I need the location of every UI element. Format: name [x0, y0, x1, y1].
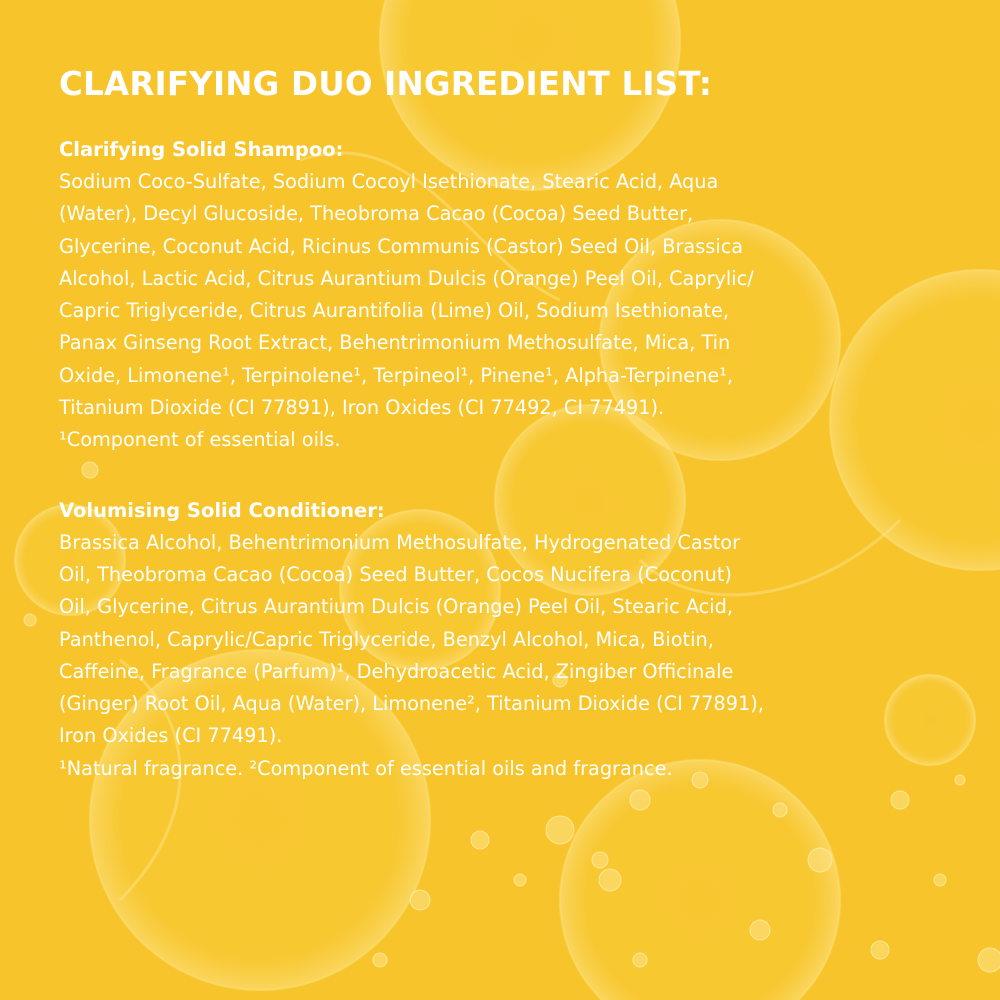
- ingredient-list: [59, 64, 959, 823]
- ingredients-text: [59, 166, 959, 424]
- section-heading: Volumising Solid Conditioner:: [59, 498, 385, 522]
- ingredient-line: Capric Triglyceride, Citrus Aurantifolia (Lime) Oil, Sodium Isethionate,: [59, 299, 730, 323]
- ingredient-line: Panax Ginseng Root Extract, Behentrimonium Methosulfate, Mica, Tin: [59, 331, 731, 355]
- ingredient-line: Panthenol, Caprylic/Capric Triglyceride, Benzyl Alcohol, Mica, Biotin,: [59, 627, 714, 651]
- footnote: ¹Natural fragrance. ²Component of essential oils and fragrance.: [59, 756, 673, 780]
- ingredient-line: Iron Oxides (CI 77491).: [59, 724, 283, 748]
- ingredient-line: Glycerine, Coconut Acid, Ricinus Communis (Castor) Seed Oil, Brassica: [59, 234, 744, 258]
- ingredient-line: Oxide, Limonene¹, Terpinolene¹, Terpineol¹, Pinene¹, Alpha-Terpinene¹,: [59, 363, 734, 387]
- ingredient-line: (Ginger) Root Oil, Aqua (Water), Limonene², Titanium Dioxide (CI 77891),: [59, 692, 764, 716]
- page-title: CLARIFYING DUO INGREDIENT LIST:: [59, 65, 713, 103]
- footnote: ¹Component of essential oils.: [59, 428, 341, 452]
- ingredient-line: Oil, Glycerine, Citrus Aurantium Dulcis (Orange) Peel Oil, Stearic Acid,: [59, 595, 734, 619]
- ingredient-line: Brassica Alcohol, Behentrimonium Methosulfate, Hydrogenated Castor: [59, 530, 741, 554]
- ingredient-line: Titanium Dioxide (CI 77891), Iron Oxides (CI 77492, CI 77491).: [59, 396, 665, 420]
- ingredient-line: Caffeine, Fragrance (Parfum)¹, Dehydroacetic Acid, Zingiber Officinale: [59, 659, 734, 683]
- conditioner-section: [59, 495, 959, 785]
- shampoo-section: [59, 134, 959, 457]
- ingredients-text: [59, 527, 959, 753]
- ingredient-line: Oil, Theobroma Cacao (Cocoa) Seed Butter, Cocos Nucifera (Coconut): [59, 562, 732, 586]
- ingredient-line: Alcohol, Lactic Acid, Citrus Aurantium Dulcis (Orange) Peel Oil, Caprylic/: [59, 266, 754, 290]
- section-heading: Clarifying Solid Shampoo:: [59, 138, 344, 161]
- ingredient-line: (Water), Decyl Glucoside, Theobroma Cacao (Cocoa) Seed Butter,: [59, 202, 694, 226]
- ingredient-line: Sodium Coco-Sulfate, Sodium Cocoyl Isethionate, Stearic Acid, Aqua: [59, 170, 719, 193]
